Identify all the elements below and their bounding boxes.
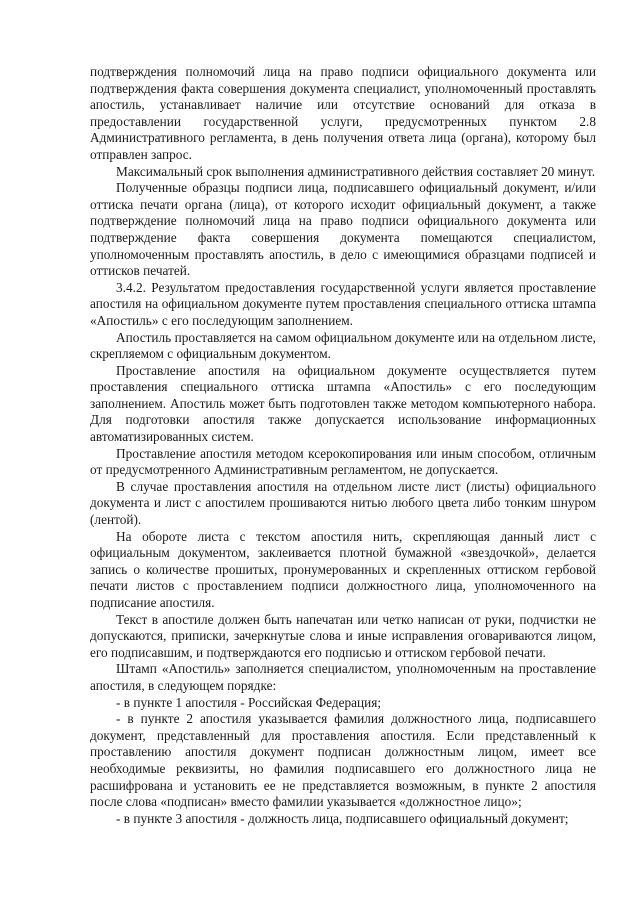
paragraph: Текст в апостиле должен быть напечатан или четко написан от руки, подчистки не допускаются, приписки, зачеркнутые слова и иные исправления оговариваются лицом, его подписавшим, и подтверждаются его подписью и оттиском гербовой печати. <box>90 611 596 660</box>
paragraph: На обороте листа с текстом апостиля нить, скрепляющая данный лист с официальным документом, заклеивается плотной бумажной «звездочкой», делается запись о количестве прошитых, пронумерованных и скрепленных оттиском гербовой печати листов с проставлением подписи должностного лица, уполномоченного на подписание апостиля. <box>90 528 596 610</box>
paragraph: Полученные образцы подписи лица, подписавшего официальный документ, и/или оттиска печати органа (лица), от которого исходит официальный документ, а также подтверждение полномочий лица на право подписи официального документа или подтверждение факта совершения документа помещаются специалистом, уполномоченным проставлять апостиль, в дело с имеющимися образцами подписей и оттисков печатей. <box>90 180 596 279</box>
paragraph: Проставление апостиля методом ксерокопирования или иным способом, отличным от предусмотренного Административным регламентом, не допускается. <box>90 445 596 478</box>
paragraph: В случае проставления апостиля на отдельном листе лист (листы) официального документа и лист с апостилем прошиваются нитью любого цвета либо тонким шнуром (лентой). <box>90 478 596 528</box>
paragraph: подтверждения полномочий лица на право подписи официального документа или подтверждения факта совершения документа специалист, уполномоченный проставлять апостиль, устанавливает наличие или отсутствие оснований для отказа в предоставлении государственной услуги, предусмотренных пунктом 2.8 Административного регламента, в день получения ответа лица (органа), которому был отправлен запрос. <box>90 64 596 162</box>
paragraph: 3.4.2. Результатом предоставления государственной услуги является проставление апостиля на официальном документе путем проставления специального оттиска штампа «Апостиль» с его последующим заполнением. <box>90 279 596 328</box>
list-item: - в пункте 3 апостиля - должность лица, подписавшего официальный документ; <box>116 810 569 826</box>
paragraph: Апостиль проставляется на самом официальном документе или на отдельном листе, скрепляемом с официальным документом. <box>90 329 596 362</box>
list-item: - в пункте 1 апостиля - Российская Федерация; <box>116 694 382 710</box>
paragraph: Штамп «Апостиль» заполняется специалистом, уполномоченным на проставление апостиля, в следующем порядке: <box>90 661 596 693</box>
paragraph: Проставление апостиля на официальном документе осуществляется путем проставления специального оттиска штампа «Апостиль» с его последующим заполнением. Апостиль может быть подготовлен также методом компьютерного набора. Для подготовки апостиля также допускается использование информационных автоматизированных систем. <box>90 362 596 445</box>
document-page <box>90 64 596 827</box>
list-item: - в пункте 2 апостиля указывается фамилия должностного лица, подписавшего документ, представленный для проставления апостиля. Если представленный к проставлению апостиля документ подписан должностным лицом, имеет все необходимые реквизиты, но фамилия подписавшего его должностного лица не расшифрована и установить ее не представляется возможным, в пункте 2 апостиля после слова «подписан» вместо фамилии указывается «должностное лицо»; <box>90 711 596 810</box>
paragraph: Максимальный срок выполнения административного действия составляет 20 минут. <box>116 163 596 179</box>
